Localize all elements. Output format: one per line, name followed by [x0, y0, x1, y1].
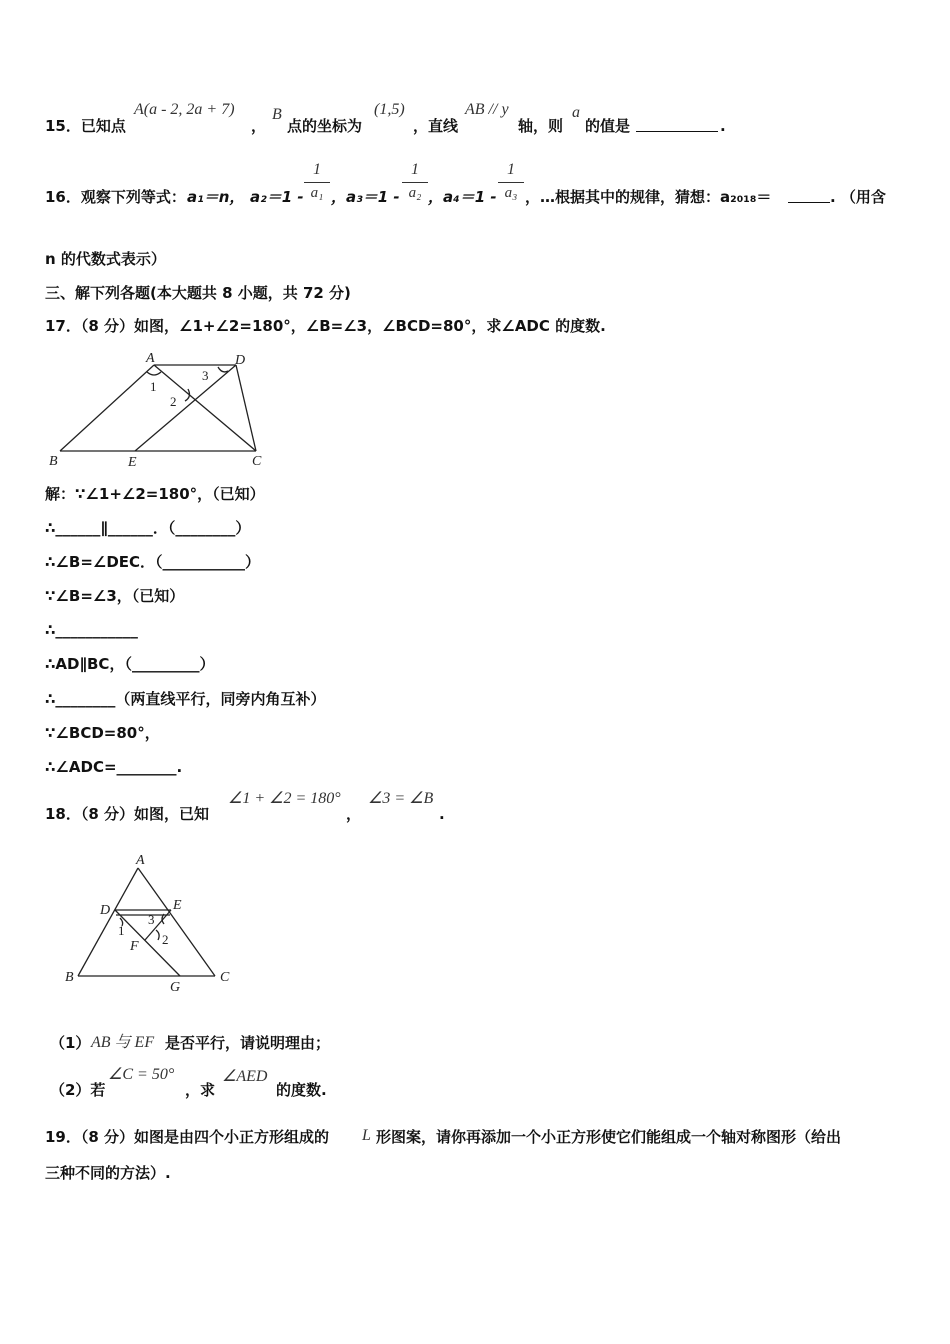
q15-line-math: AB // y [465, 101, 509, 118]
q18-part1-prefix: （1） [50, 1034, 91, 1052]
q18-label-1: 1 [118, 923, 125, 938]
q16-fraction-2-numerator: 1 [411, 161, 419, 178]
q16-fraction-1-denominator: a₁ [310, 185, 324, 201]
q19-line2-text: 三种不同的方法）. [45, 1164, 171, 1182]
q16-fraction-3-denominator: a₃ [504, 185, 518, 201]
q17-step-3: ∴∠B=∠DEC．（___________） [45, 553, 261, 571]
q15-point-a-math: A(a - 2, 2a + 7) [134, 101, 235, 118]
q16-a4-text: ，a₄＝1 - [428, 188, 497, 206]
q18-part2-prefix: （2）若 [50, 1081, 106, 1099]
q16-fraction-1-numerator: 1 [313, 161, 321, 178]
q17-angle2-arc [185, 389, 189, 401]
q17-label-b: B [49, 454, 58, 469]
q16-a3-text: ，a₃＝1 - [331, 188, 400, 206]
q17-step-8: ∵∠BCD=80°， [45, 724, 160, 742]
q17-line-dc [236, 365, 256, 451]
q16-fraction-1 [304, 161, 330, 201]
q18-given-1-math: ∠1 + ∠2 = 180° [228, 790, 341, 807]
q18-label-b: B [65, 970, 74, 985]
q18-label-c: C [220, 970, 230, 985]
q18-number-text: 18．（8 分）如图，已知 [45, 805, 210, 823]
q16-answer-blank[interactable] [788, 188, 830, 207]
q15-text-value: 的值是 [585, 117, 631, 135]
q15-period: . [720, 117, 726, 135]
q18-angle2-arc [156, 930, 159, 940]
q18-part2-math-2: ∠AED [222, 1068, 268, 1085]
q16-fraction-2-denominator: a₂ [408, 185, 422, 201]
q17-label-3: 3 [202, 368, 209, 383]
q18-comma: ， [346, 805, 362, 823]
q15-text-coords: 点的坐标为 [287, 117, 363, 135]
q18-label-g: G [170, 980, 181, 995]
q18-figure [60, 848, 250, 996]
q19-l-math: L [362, 1127, 371, 1144]
q16-fraction-2 [402, 161, 428, 201]
q17-step-6: ∴AD∥BC，（_________） [45, 655, 215, 673]
q15-var-a-math: a [572, 104, 580, 121]
q18-part1-math: AB 与 EF [91, 1034, 155, 1051]
q17-label-d: D [235, 353, 246, 368]
q17-step-2: ∴______∥______．（________） [45, 519, 251, 537]
q19-text: 形图案，请你再添加一个小正方形使它们能组成一个轴对称图形（给出 [376, 1128, 842, 1146]
q18-part2-text-1: ，求 [185, 1081, 216, 1099]
q15-comma: ， [251, 117, 267, 135]
q17-line-ab [60, 365, 154, 451]
q16-line2-text: n 的代数式表示） [45, 250, 166, 268]
q15-answer-blank[interactable] [636, 117, 718, 136]
q18-label-3: 3 [148, 912, 155, 927]
q15-text-line: ，直线 [413, 117, 459, 135]
q16-number-text: 16．观察下列等式： [45, 188, 186, 206]
q17-title: 17．（8 分）如图，∠1+∠2=180°，∠B=∠3，∠BCD=80°，求∠ADC 的度数. [45, 317, 606, 335]
q17-label-c: C [252, 454, 262, 469]
q18-given-2-math: ∠3 = ∠B [368, 790, 434, 807]
q16-fraction-3 [498, 161, 524, 201]
q17-label-a: A [146, 351, 155, 366]
q15-number-text: 15．已知点 [45, 117, 126, 135]
q17-step-7: ∴________（两直线平行，同旁内角互补） [45, 690, 326, 708]
q18-period: . [439, 805, 445, 823]
q18-line-ab [78, 868, 138, 976]
q16-tail-text: . （用含 [830, 188, 886, 206]
q15-text-axis: 轴，则 [518, 117, 564, 135]
q18-part2-math-1: ∠C = 50° [108, 1066, 175, 1083]
q19-number-text: 19．（8 分）如图是由四个小正方形组成的 [45, 1128, 330, 1146]
q17-angle1-arc [147, 372, 161, 375]
q15-coords-math: (1,5) [374, 101, 405, 118]
q15-point-b-math: B [272, 106, 282, 123]
q17-label-1: 1 [150, 379, 157, 394]
q17-step-4: ∵∠B=∠3，（已知） [45, 587, 185, 605]
q17-label-2: 2 [170, 394, 177, 409]
q16-a2-text: a₂＝1 - [250, 188, 304, 206]
q17-step-5: ∴___________ [45, 621, 138, 639]
q16-fraction-3-numerator: 1 [507, 161, 515, 178]
q18-part1-text: 是否平行，请说明理由； [165, 1034, 331, 1052]
q18-label-a: A [136, 853, 145, 868]
section-3-heading: 三、解下列各题(本大题共 8 小题，共 72 分) [45, 284, 351, 302]
q18-label-e: E [173, 898, 182, 913]
q18-part2-text-2: 的度数. [276, 1081, 327, 1099]
q17-step-1: 解：∵∠1+∠2=180°，（已知） [45, 485, 265, 503]
q16-rule-text: ，…根据其中的规律，猜想：a₂₀₁₈＝ [525, 188, 772, 206]
q18-label-f: F [130, 939, 139, 954]
q18-label-2: 2 [162, 932, 169, 947]
q16-a1-text: a₁＝n， [187, 188, 245, 206]
q17-angle3-arc [218, 367, 228, 372]
q17-label-e: E [128, 455, 137, 470]
q17-figure [40, 345, 280, 473]
q17-step-9: ∴∠ADC=________. [45, 758, 183, 776]
q17-line-de [135, 365, 236, 451]
q18-label-d: D [100, 903, 111, 918]
